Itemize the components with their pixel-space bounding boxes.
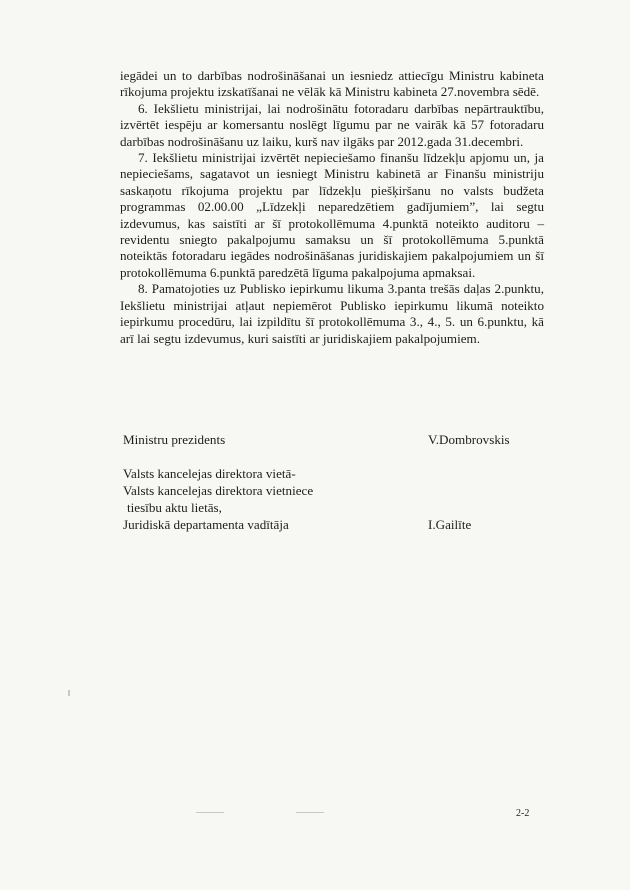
paragraph-6: 6. Iekšlietu ministrijai, lai nodrošinātu fotoradaru darbības nepārtrauktību, izvērtēt iespēju ar komersantu noslēgt līgumu par ne vairāk kā 57 fotoradaru darbības nodrošināšanu uz laiku, kurš nav ilgāks par 2012.gada 31.decembri. bbox=[120, 100, 544, 149]
scan-dash-right bbox=[296, 812, 324, 813]
chancery-signer-name: I.Gailīte bbox=[428, 517, 472, 532]
paragraph-7: 7. Iekšlietu ministrijai izvērtēt nepieciešamo finanšu līdzekļu apjomu un, ja nepieciešams, sagatavot un iesniegt Ministru kabinetā ar Finanšu ministriju saskaņotu rīkojuma projektu par līdzekļu piešķiršanu no valsts budžeta programmas 02.00.00 „Līdzekļi neparedzētiem gadījumiem”, lai segtu izdevumus, kas saistīti ar šī protokollēmuma 4.punktā noteikto auditoru – revidentu sniegto pakalpojumu samaksu un šī protokollēmuma 5.punktā noteiktās fotoradaru iegādes nodrošināšanas juridiskajiem pakalpojumiem un šī protokollēmuma 6.punktā paredzētā līguma pakalpojuma apmaksai. bbox=[120, 150, 544, 280]
chancery-title-line-1: Valsts kancelejas direktora vietā- bbox=[123, 466, 296, 481]
page-number: 2-2 bbox=[516, 808, 530, 819]
scan-speck bbox=[68, 690, 70, 696]
chancery-title-line-4: Juridiskā departamenta vadītāja bbox=[123, 517, 289, 532]
chancery-title-line-3: tiesību aktu lietās, bbox=[127, 500, 222, 515]
paragraph-8: 8. Pamatojoties uz Publisko iepirkumu likuma 3.panta trešās daļas 2.punktu, Iekšlietu ministrijai atļaut nepiemērot Publisko iepirkumu likumā noteikto iepirkumu procedūru, lai izpildītu šī protokollēmuma 3., 4., 5. un 6.punktu, kā arī lai segtu izdevumus, kuri saistīti ar juridiskajiem pakalpojumiem. bbox=[120, 281, 544, 346]
prime-minister-name: V.Dombrovskis bbox=[428, 432, 510, 447]
chancery-title-line-2: Valsts kancelejas direktora vietniece bbox=[123, 483, 314, 498]
protocol-body bbox=[120, 68, 544, 347]
paragraph-continuation: iegādei un to darbības nodrošināšanai un iesniedz attiecīgu Ministru kabineta rīkojuma projektu izskatīšanai ne vēlāk kā Ministru kabineta 27.novembra sēdē. bbox=[120, 68, 544, 100]
prime-minister-title: Ministru prezidents bbox=[123, 432, 226, 447]
scan-dash-left bbox=[196, 812, 224, 813]
